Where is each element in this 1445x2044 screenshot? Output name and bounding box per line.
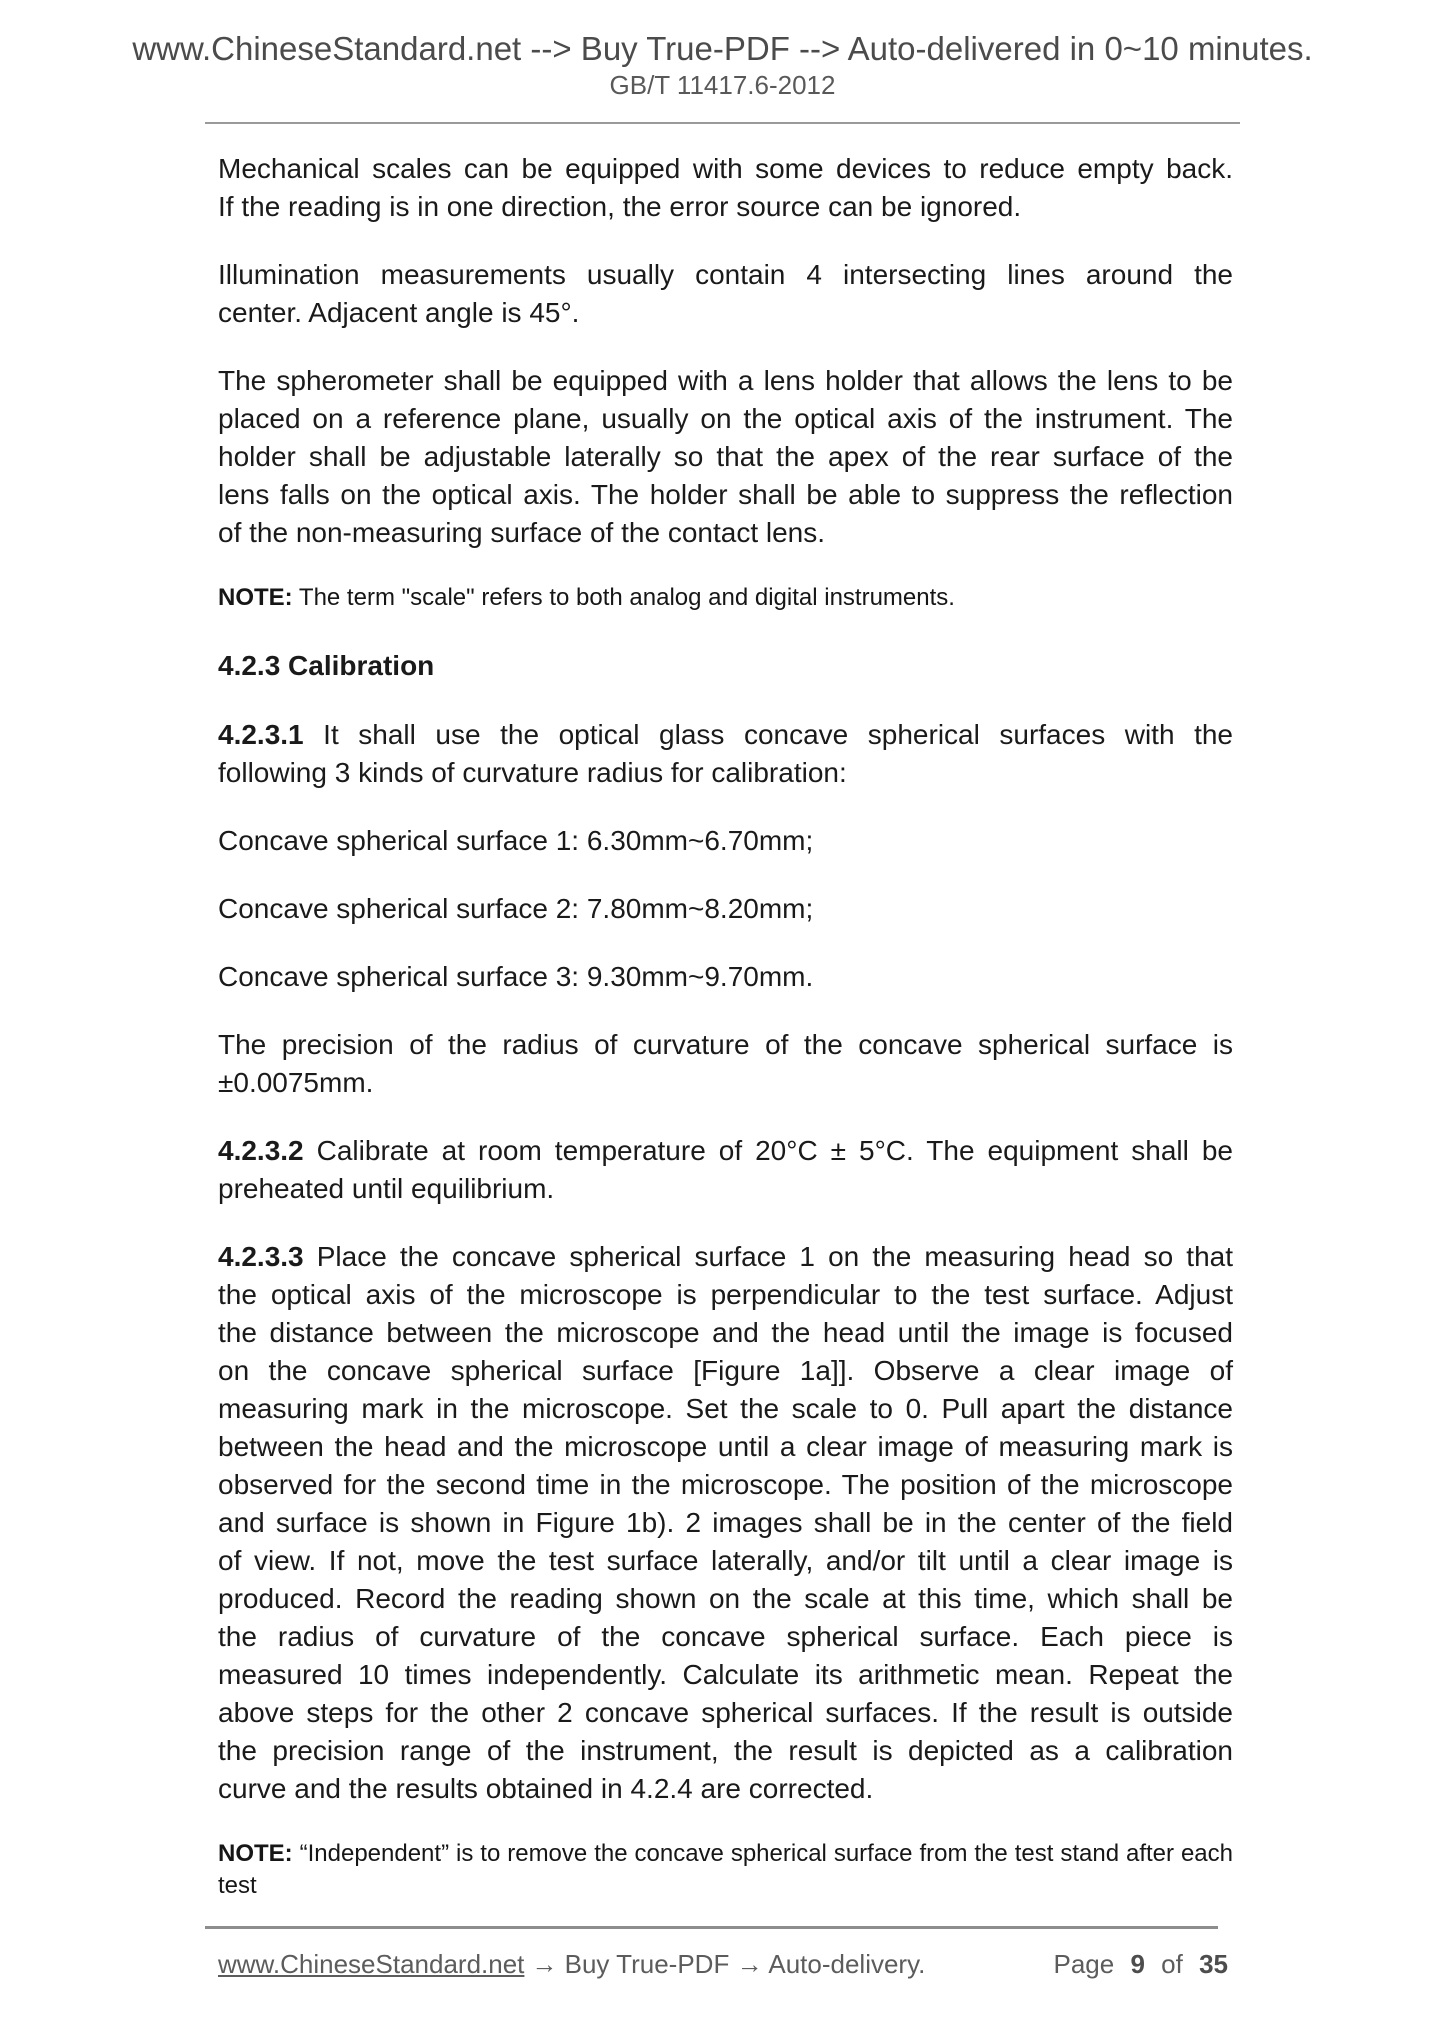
- paragraph-line: measured 10 times independently. Calculate its arithmetic mean. Repeat the: [218, 1659, 1233, 1690]
- header-watermark: www.ChineseStandard.net --> Buy True-PDF --> Auto-delivered in 0~10 minutes.: [132, 30, 1313, 67]
- paragraph: [218, 890, 1233, 928]
- paragraph: [218, 822, 1233, 860]
- paragraph-line: Concave spherical surface 1: 6.30mm~6.70mm;: [218, 825, 814, 856]
- paragraph: [218, 1026, 1233, 1102]
- paragraph-line: Mechanical scales can be equipped with some devices to reduce empty back.: [218, 153, 1233, 184]
- paragraph-line: The spherometer shall be equipped with a lens holder that allows the lens to be: [218, 365, 1233, 396]
- paragraph-line: Concave spherical surface 3: 9.30mm~9.70mm.: [218, 961, 814, 992]
- note-label: NOTE:: [218, 584, 293, 611]
- paragraph-line: of view. If not, move the test surface laterally, and/or tilt until a clear image is: [218, 1545, 1233, 1576]
- paragraph-line: the radius of curvature of the concave spherical surface. Each piece is: [218, 1621, 1233, 1652]
- section-number: 4.2.3.2: [218, 1135, 304, 1166]
- page-indicator: [1044, 1947, 1228, 1981]
- paragraph-line: Concave spherical surface 2: 7.80mm~8.20mm;: [218, 893, 814, 924]
- document-body: [218, 150, 1233, 1902]
- paragraph: [218, 716, 1233, 792]
- page-header: [0, 30, 1445, 100]
- paragraph-line: placed on a reference plane, usually on the optical axis of the instrument. The: [218, 403, 1233, 434]
- paragraph-line: and surface is shown in Figure 1b). 2 images shall be in the center of the field: [218, 1507, 1233, 1538]
- paragraph: [218, 362, 1233, 552]
- paragraph-line: holder shall be adjustable laterally so that the apex of the rear surface of the: [218, 441, 1233, 472]
- paragraph: [218, 256, 1233, 332]
- paragraph-line: the precision range of the instrument, the result is depicted as a calibration: [218, 1735, 1233, 1766]
- paragraph: [218, 1132, 1233, 1208]
- paragraph-line: following 3 kinds of curvature radius for calibration:: [218, 757, 847, 788]
- paragraph-line: the distance between the microscope and the head until the image is focused: [218, 1317, 1233, 1348]
- paragraph: [218, 150, 1233, 226]
- footer-site-link[interactable]: www.ChineseStandard.net: [218, 1949, 525, 1979]
- page-label: Page: [1053, 1949, 1115, 1979]
- page-of-label: of: [1161, 1949, 1183, 1979]
- paragraph-line: If the reading is in one direction, the error source can be ignored.: [218, 191, 1022, 222]
- page-total: 35: [1199, 1949, 1228, 1979]
- paragraph-line: 4.2.3.3 Place the concave spherical surface 1 on the measuring head so that: [218, 1241, 1233, 1272]
- paragraph-line: observed for the second time in the microscope. The position of the microscope: [218, 1469, 1233, 1500]
- footer-tagline-text: → Buy True-PDF → Auto-delivery.: [531, 1949, 926, 1979]
- paragraph-line: measuring mark in the microscope. Set the scale to 0. Pull apart the distance: [218, 1393, 1233, 1424]
- paragraph-line: ±0.0075mm.: [218, 1067, 374, 1098]
- paragraph-line: on the concave spherical surface [Figure 1a]]. Observe a clear image of: [218, 1355, 1233, 1386]
- paragraph: [218, 958, 1233, 996]
- paragraph-line: 4.2.3.1 It shall use the optical glass concave spherical surfaces with the: [218, 719, 1233, 750]
- paragraph-line: Illumination measurements usually contain 4 intersecting lines around the: [218, 259, 1233, 290]
- section-heading: 4.2.3 Calibration: [218, 650, 435, 681]
- paragraph-line: preheated until equilibrium.: [218, 1173, 555, 1204]
- paragraph-line: produced. Record the reading shown on the scale at this time, which shall be: [218, 1583, 1233, 1614]
- standard-number: GB/T 11417.6-2012: [609, 70, 836, 100]
- paragraph-line: the optical axis of the microscope is perpendicular to the test surface. Adjust: [218, 1279, 1233, 1310]
- paragraph-line: center. Adjacent angle is 45°.: [218, 297, 580, 328]
- paragraph-line: The precision of the radius of curvature of the concave spherical surface is: [218, 1029, 1233, 1060]
- paragraph-line: between the head and the microscope until a clear image of measuring mark is: [218, 1431, 1233, 1462]
- page-current: 9: [1130, 1949, 1145, 1979]
- note-label: NOTE:: [218, 1840, 293, 1867]
- page-footer: [218, 1947, 1228, 1981]
- paragraph-line: lens falls on the optical axis. The holder shall be able to suppress the reflection: [218, 479, 1233, 510]
- footer-tagline: [218, 1947, 925, 1981]
- section-number: 4.2.3.1: [218, 719, 304, 750]
- paragraph-line: of the non-measuring surface of the contact lens.: [218, 517, 826, 548]
- paragraph: [218, 1238, 1233, 1808]
- paragraph-line: curve and the results obtained in 4.2.4 are corrected.: [218, 1773, 874, 1804]
- note: NOTE: “Independent” is to remove the concave spherical surface from the test stand after each test: [218, 1840, 1233, 1899]
- section-number: 4.2.3.3: [218, 1241, 304, 1272]
- header-divider: [205, 122, 1240, 124]
- note: NOTE: The term "scale" refers to both analog and digital instruments.: [218, 584, 955, 611]
- paragraph-line: above steps for the other 2 concave spherical surfaces. If the result is outside: [218, 1697, 1233, 1728]
- footer-divider: [205, 1926, 1218, 1929]
- paragraph-line: 4.2.3.2 Calibrate at room temperature of 20°C ± 5°C. The equipment shall be: [218, 1135, 1233, 1166]
